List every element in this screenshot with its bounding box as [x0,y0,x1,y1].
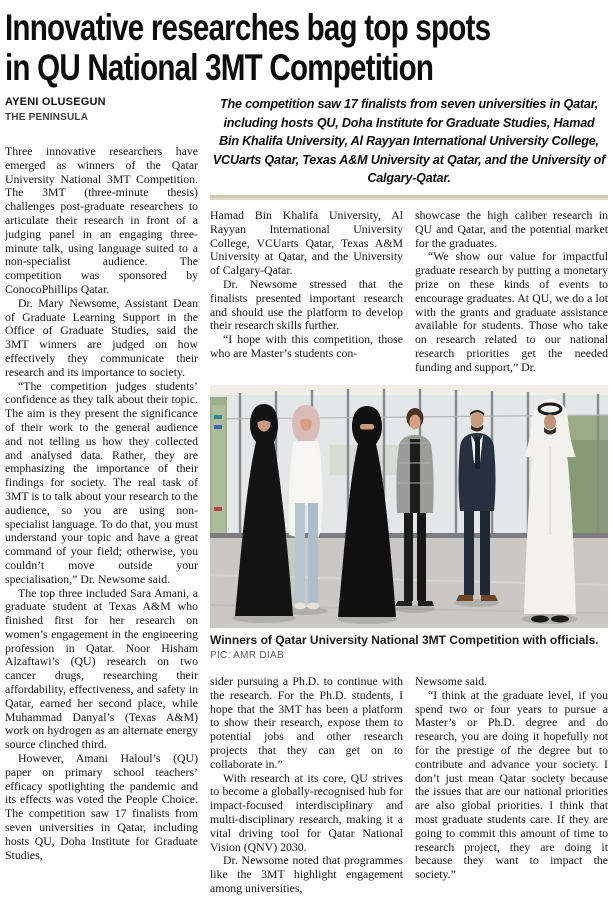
byline-author: AYENI OLUSEGUN [5,96,106,108]
body-paragraph: “The competition judges students’ confidence as they talk about their topic. The aim is they present the significance of their work to the general audience and not telling us how they collected and analysed data. Rather, they are emphasizing the importance of their findings for society. The real task of 3MT is to talk about your research to the audience, so you are using non-specialist language. To do that, you must understand your topic and have a great command of your field; otherwise, you couldn’t move outside your specialisation,” Dr. Newsome said. [5,378,198,586]
headline-line-2: in QU National 3MT Competition [5,47,434,88]
body-paragraph: showcase the high caliber research in QU and Qatar, and the potential market for the graduates. [415,207,608,250]
standfirst: The competition saw 17 finalists from seven universities in Qatar, including hosts QU, Doha Institute for Graduate Studies, Hamad Bin Khalifa University, Al Rayyan International University College, VCUarts Qatar, Texas A&M University at Qatar, and the University of Calgary-Qatar. [212,97,606,186]
body-paragraph: With research at its core, QU strives to become a globally-recognised hub for impact-focused interdisciplinary and multi-disciplinary research, making it a vital driving tool for Qatar National Vision (QNV) 2030. [210,770,403,854]
article-body [5,94,608,896]
divider-rule [210,195,608,200]
body-paragraph: “We show our value for impactful graduate research by putting a monetary prize on these kinds of events to encourage graduates. At QU, we do a lot with the grants and graduate assistance available for students. Those who take on research related to our national research priorities get the needed funding and support,” Dr. [415,249,608,374]
column-right-top [415,209,608,380]
headline [5,8,608,88]
top-columns [210,209,608,380]
column-left [5,94,198,896]
right-area [210,94,608,896]
column-middle-top [210,209,403,380]
bottom-columns [210,675,608,896]
photo-caption-block [210,633,608,662]
body-paragraph: sider pursuing a Ph.D. to continue with the research. For the Ph.D. students, I hope that the 3MT has been a platform to show their research, expose them to potential jobs and other research projects that they can get on to collaborate in.” [210,673,403,771]
body-paragraph: Dr. Mary Newsome, Assistant Dean of Graduate Learning Support in the Office of Graduate Studies, said the 3MT winners are judged on how effectively they communicate their research and its importance to society. [5,295,198,379]
body-paragraph: Dr. Newsome stressed that the finalists presented important research and should use the platform to develop their research skills further. [210,276,403,333]
body-paragraph: The top three included Sara Amani, a graduate student at Texas A&M who finished first for her research on women’s engagement in the engineering profession in Qatar. Noor Hisham Alzaftawi’s (QU) research on two cancer drugs, researching their affordability, effectiveness, and safety in Qatar, earned her second place, while Muhammad Danyal’s (Texas A&M) work on hydrogen as an alternate energy source clinched third. [5,585,198,752]
photo-credit: PIC: AMR DIAB [210,649,284,661]
photo-person-thobe [524,399,576,623]
article-photo [210,385,608,628]
body-paragraph: Dr. Newsome noted that programmes like the 3MT highlight engagement among universities, [210,853,403,895]
body-paragraph: Three innovative researchers have emerged as winners of the Qatar University National 3MT Competition. The 3MT (three-minute thesis) challenges post-graduate researchers to articulate their research in front of a judging panel in an engaging three-minute talk, using language suited to a non-specialist audience. The competition was sponsored by ConocoPhillips Qatar. [5,144,198,296]
byline-publication: THE PENINSULA [5,112,89,123]
photo-illustration [210,385,608,628]
photo-caption: Winners of Qatar University National 3MT Competition with officials. [210,632,599,647]
body-paragraph: Hamad Bin Khalifa University, Al Rayyan International University College, VCUarts Qatar, Texas A&M University at Qatar, and the University of Calgary-Qatar. [210,207,403,278]
column-right-bottom [415,675,608,896]
body-paragraph: Newsome said. [415,673,488,688]
byline [5,96,198,123]
column-middle-bottom [210,675,403,896]
body-paragraph: However, Amani Haloul’s (QU) paper on primary school teachers’ efficacy spotlighting the pandemic and its effects was voted the People Choice. The competition saw 17 finalists from seven universities in Qatar, including hosts QU, Doha Institute for Graduate Studies, [5,751,198,862]
left-column-text [5,145,198,862]
body-paragraph: “I hope with this competition, those who are Master’s students con- [210,332,403,360]
body-paragraph: “I think at the graduate level, if you spend two or four years to pursue a Master’s or Ph.D. degree and do research, you are doing it hopefully not for the prestige of the degree but to contribute and advance your society. I don’t just mean Qatar society because the issues that are our national priorities are also global priorities. I think that most graduate students care. If they are going to commit this amount of time to research project, they are doing it because they want to impact the society.” [415,687,608,882]
headline-line-1: Innovative researches bag top spots [5,8,491,48]
photo-banner [210,397,227,543]
